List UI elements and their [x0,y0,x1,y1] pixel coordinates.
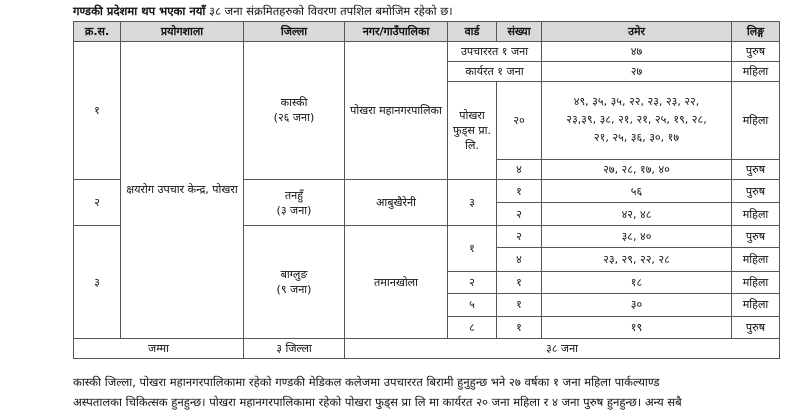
district-cell [244,226,345,339]
ward-cell: ८ [448,316,497,338]
count-cell: १ [497,179,542,202]
sex-cell: पुरुष [732,316,780,338]
header-age: उमेर [542,22,732,42]
sex-cell: पुरुष [732,226,780,248]
age-cell: १८ [542,271,732,293]
district-name: कास्की [280,96,308,110]
cases-table [73,21,780,359]
district-count: (२६ जना) [273,111,315,125]
sex-cell: पुरुष [732,159,780,179]
district-name: तनहुँ [284,188,304,202]
count-cell: २० [497,82,542,160]
sn-cell: १ [74,42,121,180]
header-sex: लिङ्ग [732,22,780,42]
count-cell: ४ [497,248,542,271]
title-bold: गण्डकी प्रदेशमा थप भएका नयाँ [73,4,206,18]
sex-cell: पुरुष [732,42,780,62]
count-cell: ४ [497,159,542,179]
age-cell: ३० [542,293,732,316]
district-cell [244,42,345,180]
sn-cell: २ [74,179,121,225]
ward-cell: ५ [448,293,497,316]
ward-cell: ३ [448,179,497,225]
total-label: जम्मा [74,338,244,358]
ward-cell: कार्यरत १ जना [448,62,542,82]
count-cell: २ [497,226,542,248]
total-districts: ३ जिल्ला [244,338,345,358]
age-cell: ५६ [542,179,732,202]
age-cell: २३, २९, २२, २८ [542,248,732,271]
sex-cell: महिला [732,248,780,271]
age-cell: १९ [542,316,732,338]
age-cell: ३८, ४० [542,226,732,248]
lab-cell: क्षयरोग उपचार केन्द्र, पोखरा [121,42,244,339]
header-lab: प्रयोगशाला [121,22,244,42]
count-cell: १ [497,293,542,316]
header-district: जिल्ला [244,22,345,42]
age-line: ४९, ३५, ३५, २२, २३, २३, २२, [573,95,700,109]
ward-cell: १ [448,226,497,271]
header-municipality: नगर/गाउँपालिका [345,22,448,42]
ward-cell: पोखरा फुड्स प्रा. लि. [448,82,497,180]
district-count: (९ जना) [276,283,312,297]
header-count: संख्या [497,22,542,42]
count-cell: १ [497,316,542,338]
header-row [74,22,780,42]
summary-line: अस्पतालका चिकित्सक हुनहुन्छ। पोखरा महानगरपालिकामा रहेको पोखरा फुड्स प्रा लि मा कार्यरत २० जना महिला र ४ जना पुरुष हुनहुन्छ। अन्य सबै [73,395,682,409]
total-people: ३८ जना [345,338,780,358]
age-cell: २७ [542,62,732,82]
municipality-cell: पोखरा महानगरपालिका [345,42,448,180]
sex-cell: महिला [732,271,780,293]
district-name: बाग्लुङ [280,268,308,282]
count-cell: १ [497,271,542,293]
count-cell: २ [497,203,542,226]
municipality-cell: आबुखैरेनी [345,179,448,225]
district-count: (३ जना) [276,203,312,217]
age-cell: २७, २८, १७, ४० [542,159,732,179]
ward-cell: २ [448,271,497,293]
summary-line: कास्की जिल्ला, पोखरा महानगरपालिकामा रहेको गण्डकी मेडिकल कलेजमा उपचाररत बिरामी हुनुहुन्छ भने २७ वर्षका १ जना महिला पार्कल्याण्ड [73,375,660,389]
header-sn: क्र.स. [74,22,121,42]
ward-cell: उपचाररत १ जना [448,42,542,62]
sex-cell: महिला [732,82,780,160]
sex-cell: महिला [732,203,780,226]
table-row [74,42,780,62]
age-line: २१, २५, ३६, ३०, १७ [593,131,680,145]
municipality-cell: तमानखोला [345,226,448,339]
sex-cell: महिला [732,62,780,82]
total-row [74,338,780,358]
sex-cell: महिला [732,293,780,316]
title-rest: ३८ जना संक्रमितहरुको विवरण तपशिल बमोजिम रहेको छ। [205,4,453,18]
summary-paragraph [73,372,800,412]
sex-cell: पुरुष [732,179,780,202]
age-line: २३,३९, ३८, २१, २१, २५, १९, २८, [566,113,707,127]
age-cell: ४७ [542,42,732,62]
sn-cell: ३ [74,226,121,339]
district-cell [244,179,345,225]
header-ward: वार्ड [448,22,497,42]
age-cell [542,82,732,160]
page-title [73,2,773,20]
age-cell: ४२, ४८ [542,203,732,226]
